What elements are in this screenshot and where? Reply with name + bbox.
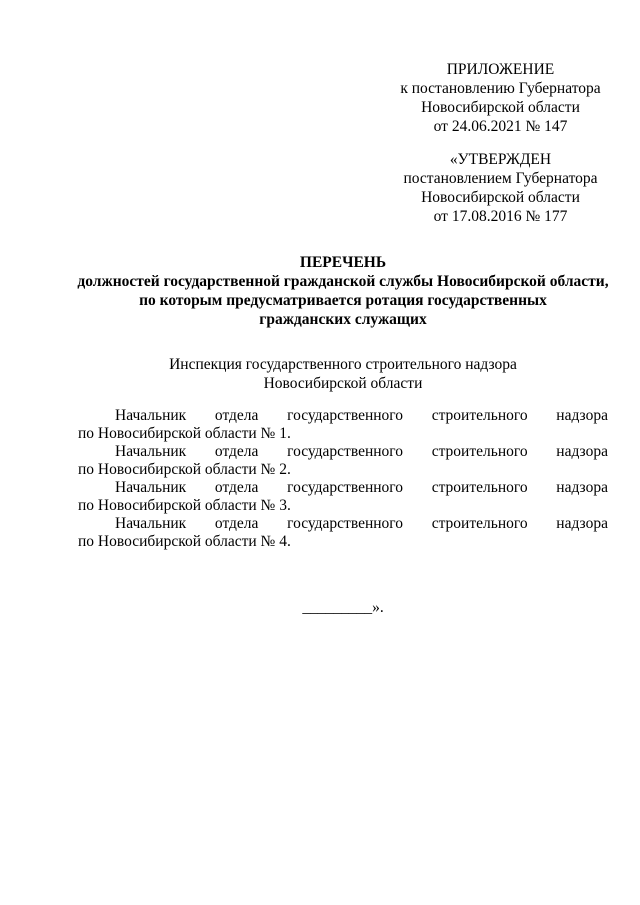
position-word: отдела <box>214 479 259 496</box>
appendix-title: ПРИЛОЖЕНИЕ <box>446 61 555 78</box>
position-tail: по Новосибирской области № 3. <box>78 497 291 514</box>
position-word: Начальник <box>115 443 187 460</box>
position-tail: по Новосибирской области № 4. <box>78 533 291 550</box>
positions-list <box>78 407 608 551</box>
approval-line-2: Новосибирской области <box>421 189 580 206</box>
position-word: государственного <box>287 479 404 496</box>
position-tail: по Новосибирской области № 2. <box>78 461 291 478</box>
end-mark: _________». <box>302 599 384 616</box>
position-word: надзора <box>556 407 608 424</box>
approval-block <box>388 150 613 226</box>
position-item <box>78 443 608 479</box>
appendix-line-3: от 24.06.2021 № 147 <box>433 118 568 135</box>
approval-line-1: постановлением Губернатора <box>403 170 598 187</box>
position-word: Начальник <box>115 515 187 532</box>
position-word: строительного <box>431 443 528 460</box>
heading-line-2: по которым предусматривается ротация государственных <box>139 292 547 309</box>
position-item <box>78 479 608 515</box>
position-item <box>78 407 608 443</box>
heading-line-3: гражданских служащих <box>259 311 427 328</box>
position-word: государственного <box>287 407 404 424</box>
appendix-block <box>388 60 613 136</box>
position-word: надзора <box>556 515 608 532</box>
position-line <box>78 407 608 425</box>
position-word: Начальник <box>115 407 187 424</box>
document-heading <box>60 253 626 329</box>
position-word: строительного <box>431 515 528 532</box>
position-word: Начальник <box>115 479 187 496</box>
position-word: отдела <box>214 515 259 532</box>
position-line <box>78 479 608 497</box>
organization-name <box>60 355 626 393</box>
position-line <box>78 443 608 461</box>
position-word: отдела <box>214 443 259 460</box>
appendix-line-2: Новосибирской области <box>421 99 580 116</box>
appendix-line-1: к постановлению Губернатора <box>400 80 601 97</box>
position-word: государственного <box>287 515 404 532</box>
approval-line-3: от 17.08.2016 № 177 <box>433 208 568 225</box>
position-line <box>78 515 608 533</box>
position-word: отдела <box>214 407 259 424</box>
position-word: надзора <box>556 443 608 460</box>
position-tail: по Новосибирской области № 1. <box>78 425 291 442</box>
position-word: строительного <box>431 407 528 424</box>
position-word: строительного <box>431 479 528 496</box>
organization-line-2: Новосибирской области <box>263 375 423 392</box>
position-word: государственного <box>287 443 404 460</box>
organization-line-1: Инспекция государственного строительного надзора <box>169 356 517 373</box>
heading-title: ПЕРЕЧЕНЬ <box>299 254 387 271</box>
position-item <box>78 515 608 551</box>
approval-title: «УТВЕРЖДЕН <box>449 151 552 168</box>
position-word: надзора <box>556 479 608 496</box>
heading-line-1: должностей государственной гражданской службы Новосибирской области, <box>77 273 609 290</box>
